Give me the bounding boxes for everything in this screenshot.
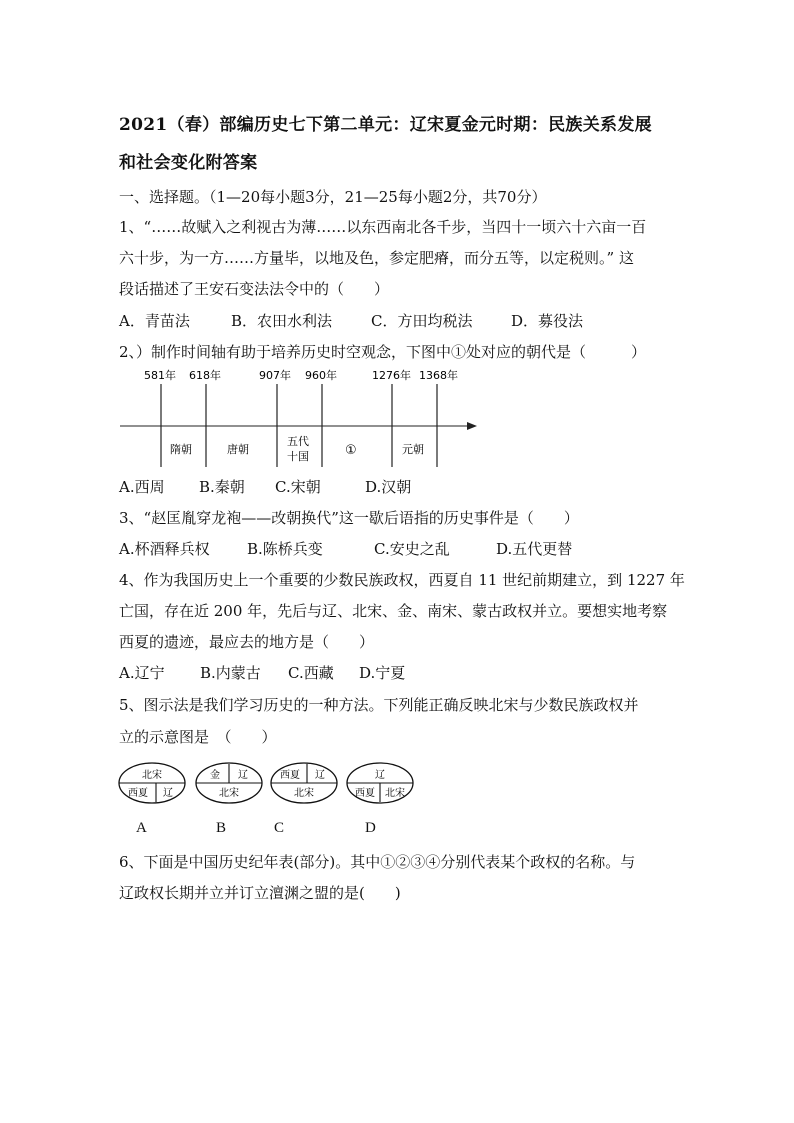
- section-heading: 一、选择题。（1—20每小题3分，21—25每小题2分，共70分）: [119, 188, 547, 206]
- q5-label-d: D: [365, 820, 376, 836]
- q3-options: [119, 539, 689, 559]
- q5-diagrams: [118, 760, 418, 808]
- q4-option-b: B.内蒙古: [200, 664, 261, 682]
- q1-line-1: 1、“……故赋入之利视古为薄……以东西南北各千步，当四十一顷六十六亩一百: [119, 218, 647, 236]
- q5-label-b: B: [216, 820, 227, 836]
- q4-line-2: 亡国，存在近 200 年，先后与辽、北宋、金、南宋、蒙古政权并立。要想实地考察: [119, 602, 668, 620]
- period-label: 隋朝: [170, 443, 192, 456]
- q2-line-1: 2、）制作时间轴有助于培养历史时空观念，下图中①处对应的朝代是（ ）: [119, 343, 647, 361]
- q1-option-a: A．青苗法: [119, 312, 190, 330]
- q4-option-a: A.辽宁: [119, 664, 165, 682]
- q1-line-2: 六十步，为一方……方量毕，以地及色，参定肥瘠，而分五等，以定税则。” 这: [119, 249, 634, 267]
- q1-options: [119, 311, 689, 331]
- year-label: 618年: [189, 369, 221, 382]
- year-label: 907年: [259, 369, 291, 382]
- q1-line-3: 段话描述了王安石变法法令中的（ ）: [119, 280, 390, 298]
- diagram-d-top: 辽: [375, 770, 385, 781]
- diagram-a-bottom-right: 辽: [163, 788, 173, 799]
- q3-option-c: C.安史之乱: [374, 540, 450, 558]
- q5-label-a: A: [136, 820, 147, 836]
- q2-option-b: B.秦朝: [199, 478, 245, 496]
- period-label: 唐朝: [227, 443, 249, 456]
- diagram-b-bottom: 北宋: [219, 788, 239, 799]
- title-line-2: 和社会变化附答案: [119, 153, 258, 173]
- q4-line-3: 西夏的遗迹，最应去的地方是（ ）: [119, 633, 375, 651]
- diagram-d-bottom-left: 西夏: [355, 788, 375, 799]
- year-label: 960年: [305, 369, 337, 382]
- q5-line-2: 立的示意图是 （ ）: [119, 728, 277, 746]
- q1-option-c: C．方田均税法: [371, 312, 473, 330]
- year-label: 1276年: [372, 369, 411, 382]
- q2-option-d: D.汉朝: [365, 478, 412, 496]
- diagram-b: [196, 763, 262, 803]
- diagram-b-top-left: 金: [210, 770, 220, 781]
- year-label: 581年: [144, 369, 176, 382]
- diagram-c: [271, 763, 337, 803]
- q1-option-d: D．募役法: [511, 312, 584, 330]
- period-label: ①: [345, 443, 357, 458]
- q5-line-1: 5、图示法是我们学习历史的一种方法。下列能正确反映北宋与少数民族政权并: [119, 696, 639, 714]
- q1-option-b: B．农田水利法: [231, 312, 333, 330]
- q4-line-1: 4、作为我国历史上一个重要的少数民族政权，西夏自 11 世纪前期建立，到 1227 年: [119, 571, 685, 589]
- period-label: 五代: [287, 435, 309, 448]
- diagram-d-bottom-right: 北宋: [385, 788, 405, 799]
- diagram-a-top: 北宋: [142, 770, 162, 781]
- diagram-c-top-left: 西夏: [280, 770, 300, 781]
- q2-options: [119, 477, 689, 497]
- diagram-a: [119, 763, 185, 803]
- year-label: 1368年: [419, 369, 458, 382]
- q6-line-2: 辽政权长期并立并订立澶渊之盟的是( ): [119, 884, 401, 902]
- diagram-c-bottom: 北宋: [294, 788, 314, 799]
- q2-option-c: C.宋朝: [275, 478, 321, 496]
- period-label: 十国: [287, 450, 309, 463]
- q4-option-d: D.宁夏: [359, 664, 406, 682]
- q4-option-c: C.西藏: [288, 664, 334, 682]
- title-line-1: 2021（春）部编历史七下第二单元：辽宋夏金元时期：民族关系发展: [119, 115, 652, 135]
- q5-label-c: C: [274, 820, 285, 836]
- diagram-d: [347, 763, 413, 803]
- q3-option-d: D.五代更替: [496, 540, 573, 558]
- q3-option-a: A.杯酒释兵权: [119, 540, 210, 558]
- document-title: [119, 106, 689, 182]
- timeline-figure: [115, 362, 485, 472]
- q3-line-1: 3、“赵匡胤穿龙袍——改朝换代”这一歇后语指的历史事件是（ ）: [119, 509, 579, 527]
- period-label: 元朝: [402, 443, 424, 456]
- q6-line-1: 6、下面是中国历史纪年表(部分)。其中①②③④分别代表某个政权的名称。与: [119, 853, 636, 871]
- q3-option-b: B.陈桥兵变: [247, 540, 323, 558]
- diagram-a-bottom-left: 西夏: [128, 788, 148, 799]
- q2-option-a: A.西周: [119, 478, 165, 496]
- diagram-b-top-right: 辽: [238, 770, 248, 781]
- timeline-arrow-icon: [467, 422, 477, 430]
- q4-options: [119, 663, 689, 683]
- diagram-c-top-right: 辽: [315, 770, 325, 781]
